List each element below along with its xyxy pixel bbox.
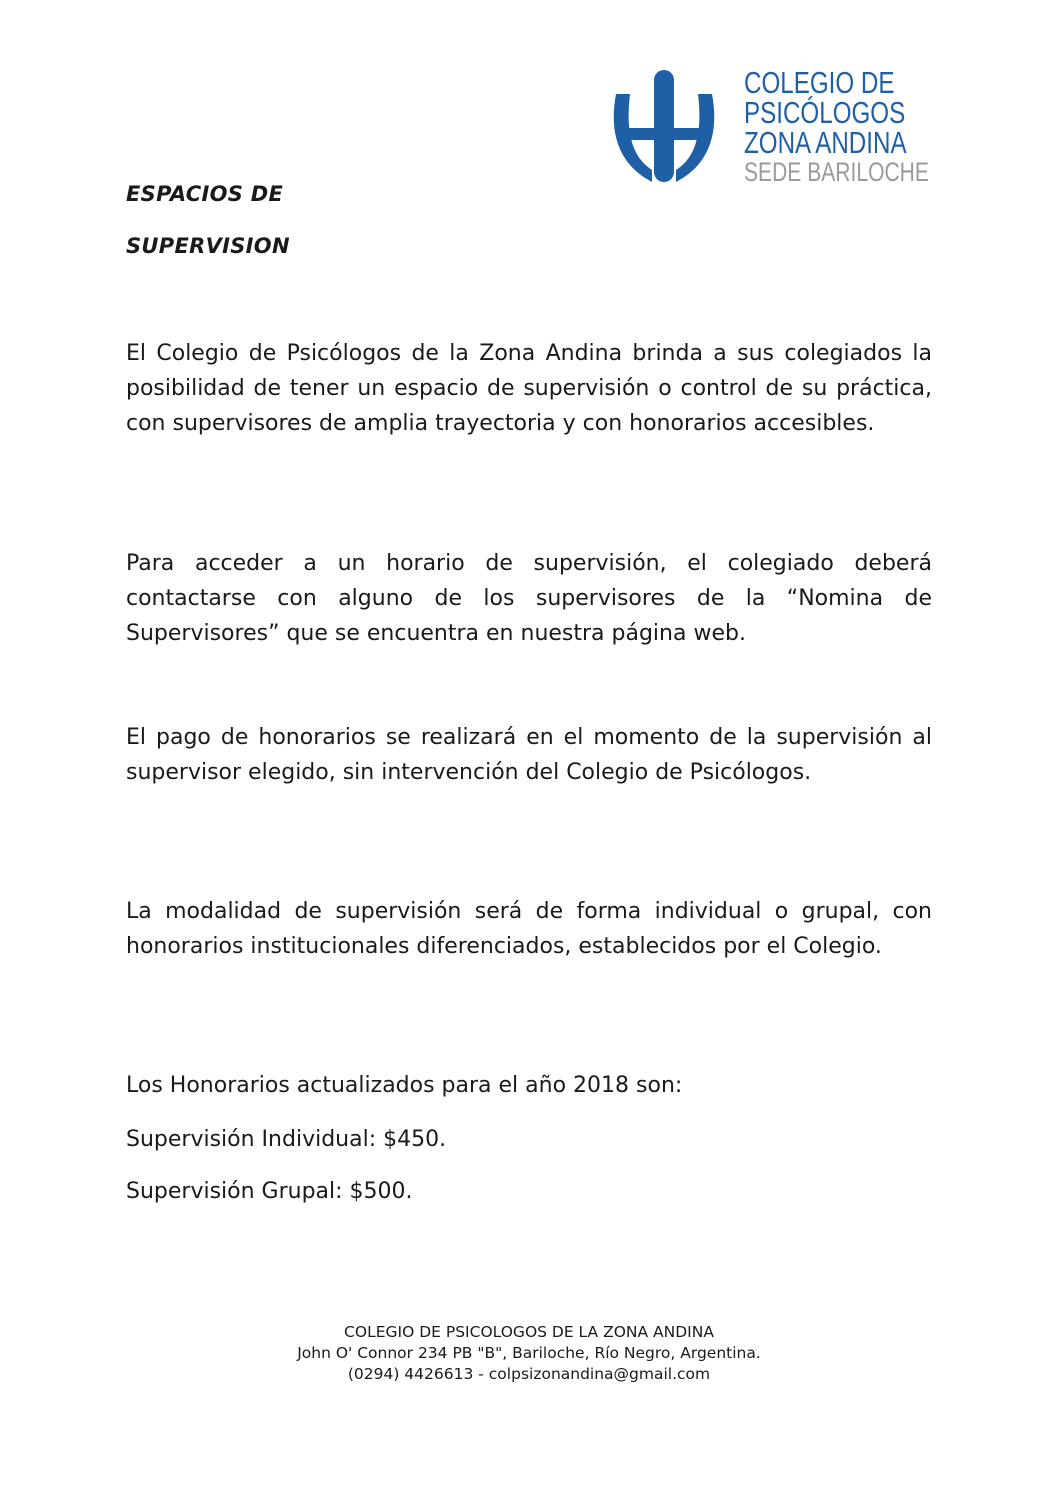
paragraph-access: Para acceder a un horario de supervisión, el colegiado deberá contactarse con alguno de los supervisores de la “Nomina de Supervisores” que se encuentra en nuestra página web. bbox=[126, 551, 932, 646]
fee-individual: Supervisión Individual: $450. bbox=[126, 1127, 447, 1152]
paragraph-payment: El pago de honorarios se realizará en el momento de la supervisión al supervisor elegido, sin intervención del Colegio de Psicólogos. bbox=[126, 725, 932, 785]
footer-contact: (0294) 4426613 - colpsizonandina@gmail.com bbox=[347, 1365, 711, 1383]
paragraph-intro: El Colegio de Psicólogos de la Zona Andina brinda a sus colegiados la posibilidad de tener un espacio de supervisión o control de su práctica, con supervisores de amplia trayectoria y con honorarios accesibles. bbox=[126, 341, 932, 436]
psi-symbol-icon bbox=[608, 66, 720, 186]
logo-line-4: SEDE BARILOCHE bbox=[744, 157, 929, 187]
paragraph-modality: La modalidad de supervisión será de forma individual o grupal, con honorarios institucionales diferenciados, establecidos por el Colegio. bbox=[126, 899, 932, 959]
logo-line-1: COLEGIO DE bbox=[744, 65, 895, 100]
logo-wordmark bbox=[744, 65, 929, 187]
document-title-line-2: SUPERVISION bbox=[126, 234, 290, 258]
footer-organization: COLEGIO DE PSICOLOGOS DE LA ZONA ANDINA bbox=[344, 1323, 714, 1341]
college-logo bbox=[608, 65, 929, 190]
document-title-line-1: ESPACIOS DE bbox=[126, 182, 284, 206]
logo-line-2: PSICÓLOGOS bbox=[744, 95, 906, 130]
fees-intro: Los Honorarios actualizados para el año 2018 son: bbox=[126, 1073, 683, 1098]
logo-line-3: ZONA ANDINA bbox=[744, 125, 907, 160]
footer-address: John O' Connor 234 PB "B", Bariloche, Río Negro, Argentina. bbox=[297, 1344, 761, 1362]
footer bbox=[0, 1322, 1058, 1385]
fee-group: Supervisión Grupal: $500. bbox=[126, 1179, 413, 1204]
